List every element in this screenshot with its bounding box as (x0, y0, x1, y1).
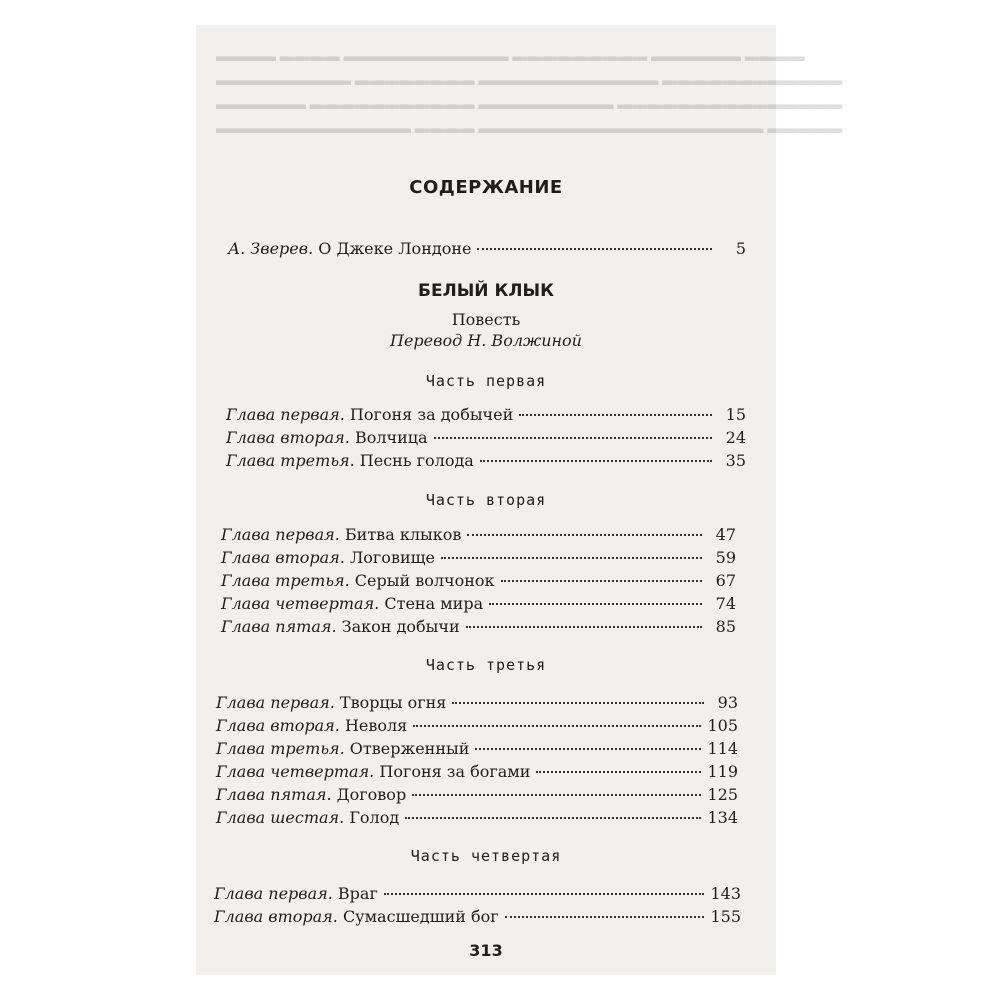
chapter-page: 59 (715, 548, 736, 567)
chapter-label: Глава первая. (221, 525, 340, 544)
dot-leader (501, 580, 702, 582)
chapter-title: Творцы огня (339, 693, 447, 712)
chapter-page: 15 (725, 405, 746, 424)
chapter-title: Волчица (354, 428, 428, 447)
dot-leader (489, 603, 702, 605)
toc-heading: СОДЕРЖАНИЕ (409, 177, 563, 198)
chapter-page: 85 (715, 617, 736, 636)
page-number: 313 (469, 941, 503, 960)
toc-entry (216, 784, 738, 806)
chapter-label: Глава первая. (226, 405, 345, 424)
toc-entry (226, 404, 746, 426)
chapter-label: Глава вторая. (214, 907, 338, 926)
chapter-page: 93 (717, 693, 738, 712)
intro-page: 5 (735, 239, 746, 258)
chapter-label: Глава третья. (221, 571, 350, 590)
chapter-label: Глава вторая. (221, 548, 345, 567)
chapter-label: Глава четвертая. (216, 762, 375, 781)
dot-leader (466, 626, 702, 628)
dot-leader (405, 817, 701, 819)
dot-leader (412, 794, 701, 796)
dot-leader (477, 248, 712, 250)
toc-entry (216, 715, 738, 737)
chapter-label: Глава первая. (216, 693, 335, 712)
chapter-label: Глава пятая. (216, 785, 332, 804)
dot-leader (441, 557, 702, 559)
chapter-label: Глава вторая. (216, 716, 340, 735)
chapter-title: Битва клыков (344, 525, 462, 544)
toc-entry (226, 427, 746, 449)
dot-leader (519, 414, 712, 416)
chapter-page: 125 (707, 785, 738, 804)
toc-entry (216, 692, 738, 714)
chapter-label: Глава третья. (226, 451, 355, 470)
chapter-page: 35 (725, 451, 746, 470)
dot-leader (434, 437, 712, 439)
chapter-title: Голод (349, 808, 400, 827)
chapter-title: Отверженный (349, 739, 470, 758)
intro-title: О Джеке Лондоне (318, 239, 472, 258)
dot-leader (413, 725, 701, 727)
chapter-page: 119 (707, 762, 738, 781)
book-page (196, 25, 843, 975)
toc-entry (221, 547, 736, 569)
chapter-title: Логовище (349, 548, 435, 567)
dot-leader (505, 916, 705, 918)
chapter-label: Глава пятая. (221, 617, 337, 636)
toc-entry (221, 616, 736, 638)
dot-leader (384, 893, 705, 895)
part-title: Часть третья (425, 656, 547, 674)
part-title: Часть четвертая (410, 847, 562, 865)
toc-entry (226, 450, 746, 472)
book-genre: Повесть (451, 310, 521, 329)
chapter-title: Погоня за добычей (349, 405, 514, 424)
chapter-page: 143 (710, 884, 741, 903)
chapter-title: Закон добычи (341, 617, 460, 636)
part-title: Часть вторая (425, 491, 547, 509)
toc-entry (221, 593, 736, 615)
chapter-label: Глава шестая. (216, 808, 345, 827)
toc-entry (216, 738, 738, 760)
chapter-page: 67 (715, 571, 736, 590)
chapter-label: Глава третья. (216, 739, 345, 758)
chapter-title: Стена мира (384, 594, 484, 613)
toc-entry (216, 761, 738, 783)
toc-entry (221, 524, 736, 546)
toc-entry (214, 883, 741, 905)
book-translator: Перевод Н. Волжиной (390, 331, 582, 350)
chapter-page: 74 (715, 594, 736, 613)
show-through-texture: ▬▬▬▬ ▬▬▬▬ ▬▬▬▬▬▬▬▬▬▬▬ ▬▬▬▬▬▬▬▬▬ ▬▬▬▬▬▬ ▬▬▬▬ ▬▬▬▬▬▬▬▬▬ ▬▬▬▬▬▬▬▬ ▬▬▬▬▬▬▬▬▬▬▬▬ ▬▬▬▬▬▬▬▬▬▬▬▬ ▬▬▬▬▬▬ ▬▬▬▬▬▬▬▬▬▬▬ ▬▬▬▬▬▬▬▬▬ ▬▬▬▬▬▬▬▬▬▬▬▬▬▬▬ ▬▬▬▬▬▬▬▬▬▬▬▬▬ ▬▬▬▬ ▬▬▬▬▬▬▬▬▬▬▬▬▬▬▬▬▬▬▬ ▬▬▬▬▬ (216, 49, 843, 137)
chapter-page: 47 (715, 525, 736, 544)
chapter-title: Песнь голода (359, 451, 474, 470)
toc-entry (221, 570, 736, 592)
dot-leader (536, 771, 701, 773)
toc-entry (216, 807, 738, 829)
part-title: Часть первая (425, 372, 547, 390)
chapter-title: Сумасшедший бог (342, 907, 499, 926)
intro-author: А. Зверев. (228, 239, 314, 258)
dot-leader (480, 460, 712, 462)
dot-leader (467, 534, 702, 536)
chapter-page: 114 (707, 739, 738, 758)
dot-leader (475, 748, 701, 750)
toc-entry (214, 906, 741, 928)
chapter-title: Неволя (344, 716, 408, 735)
toc-entry-intro (228, 238, 746, 260)
chapter-label: Глава четвертая. (221, 594, 380, 613)
chapter-page: 134 (707, 808, 738, 827)
chapter-page: 105 (707, 716, 738, 735)
chapter-title: Враг (337, 884, 378, 903)
chapter-page: 155 (710, 907, 741, 926)
dot-leader (452, 702, 704, 704)
chapter-page: 24 (725, 428, 746, 447)
chapter-title: Серый волчонок (354, 571, 495, 590)
book-title: БЕЛЫЙ КЛЫК (418, 281, 554, 301)
chapter-label: Глава первая. (214, 884, 333, 903)
chapter-label: Глава вторая. (226, 428, 350, 447)
chapter-title: Погоня за богами (379, 762, 531, 781)
chapter-title: Договор (336, 785, 407, 804)
